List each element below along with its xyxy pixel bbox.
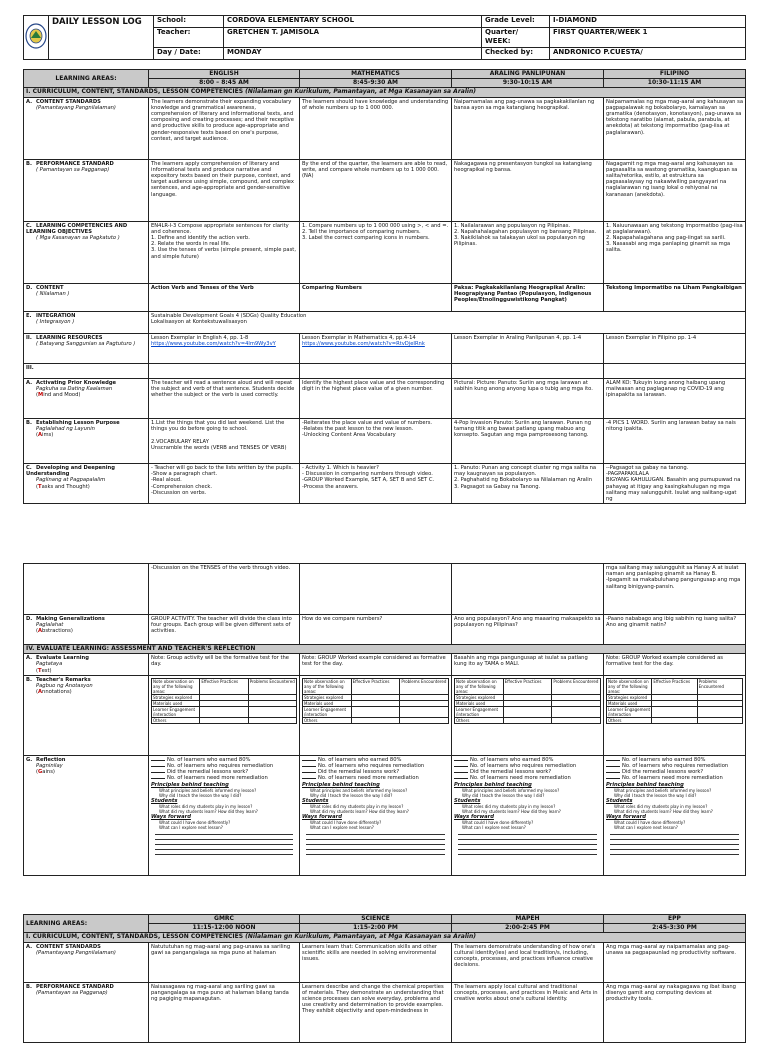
- writing-line[interactable]: [155, 850, 293, 855]
- reflection-cell: [300, 755, 452, 875]
- section-evaluate: IV. EVALUATE LEARNING: ASSESSMENT AND TEACHER'S REFLECTION: [24, 645, 746, 654]
- blank-line[interactable]: [151, 772, 165, 773]
- remarks-row-label: Learner Engagement /interaction: [303, 706, 352, 717]
- row-label: B. Establishing Lesson Purpose Paglalahad ng Layunin (Aims): [24, 419, 149, 464]
- writing-line[interactable]: [306, 850, 445, 855]
- cell: -Discussion on the TENSES of the verb through video.: [149, 564, 300, 615]
- reflection-heading: Principles behind teaching: [151, 781, 229, 788]
- subject-gmrc: GMRC: [149, 915, 300, 924]
- remarks-row-label: Strategies explored: [303, 694, 352, 700]
- subject-epp: EPP: [604, 915, 746, 924]
- cell: Basahin ang mga pangungusap at isulat sa patlang kung ito ay TAMA o MALI.: [452, 654, 604, 676]
- cell: Naipamamalas ng mga mag-aaral ang kahusayan sa pagpapalawak ng bokabolaryo, kamalayan sa gramatika (denotasyon, konotasyon), pag-unawa sa tekstong naratibo (alamat, pabula, parabula, at anekdota) at tekstong impormatibo (pag-iisa at paglalarawan).: [604, 97, 746, 159]
- lesson-table-3: [23, 914, 746, 1043]
- section-curriculum: I. CURRICULUM, CONTENT, STANDARDS, LESSON COMPETENCIES (Nilalaman gn Kurikulum, Pamantayan, at Mga Kasanayan sa Aralin): [24, 88, 746, 97]
- cell: How do we compare numbers?: [300, 615, 452, 645]
- remarks-input[interactable]: [652, 706, 697, 717]
- writing-line[interactable]: [610, 850, 739, 855]
- remarks-cell: [149, 675, 300, 755]
- remarks-head: Effective Practices: [200, 678, 248, 694]
- cell: The learners apply local cultural and traditional concepts, processes, and practices in Music and Arts in creative works about one's cultural identity.: [452, 982, 604, 1042]
- reflection-question: What principles and beliefs informed my lesson?: [310, 787, 408, 793]
- reflection-question: What principles and beliefs informed my lesson?: [462, 787, 560, 793]
- reflection-item: No. of learners need more remediation: [622, 775, 723, 782]
- subject-ap: ARALING PANLIPUNAN: [452, 70, 604, 79]
- reflection-question: What could I have done differently?: [462, 820, 534, 826]
- cell: Action Verb and Tenses of the Verb: [149, 283, 300, 311]
- quarter-value: FIRST QUARTER/WEEK 1: [550, 27, 746, 47]
- cell: -Reiterates the place value and value of numbers. -Relates the past lesson to the new lesson. -Unlocking Content Area Vocabulary: [300, 419, 452, 464]
- cell: Natututuhan ng mag-aaral ang pag-unawa sa sariling gawi sa pangangalaga sa mga puno at halaman: [149, 942, 300, 982]
- table-row: [24, 654, 746, 676]
- remarks-head: Note observation on any of the following areas:: [303, 678, 352, 694]
- reflection-question: What roles did my students play in my lesson?: [462, 804, 556, 810]
- table-row: [24, 675, 746, 755]
- cell: 1. Panuto: Punan ang concept cluster ng mga salita na may kaugnayan sa populasyon. 2. Paghahatid ng Bokabolaryo sa Nilalaman ng Aralin 3. Pagsagot sa Gabay na Tanong.: [452, 464, 604, 504]
- reflection-heading: Students: [302, 797, 329, 804]
- reflection-question: Why did I teach the lesson the way I did?: [614, 792, 697, 798]
- remarks-input[interactable]: [200, 706, 248, 717]
- remarks-head: Effective Practices: [351, 678, 400, 694]
- cell: Pictural: Picture: Panuto: Suriin ang mga larawan at sabihin kung anong anyong lupa o tubig ang mga ito.: [452, 379, 604, 419]
- reflection-question: What could I have done differently?: [159, 820, 231, 826]
- cell: Nagagamit ng mga mag-aaral ang kahusayan sa pagsasalita sa wastong gramatika, kaangkupan sa salita/retorika, estilo, at estruktura sa pagsasalaysay ng nakawiwiling pangyayari na naglalarawan ng isang lokal o rehiyonal na karanasan (anekdota).: [604, 159, 746, 221]
- remarks-row-label: Others: [455, 717, 504, 723]
- blank-line[interactable]: [454, 778, 468, 779]
- cell: GROUP ACTIVITY. The teacher will divide the class into four groups. Each group will be given different sets of activities.: [149, 615, 300, 645]
- row-label: A. Activating Prior Knowledge Pagkuha sa Dating Kaalaman (Mind and Mood): [24, 379, 149, 419]
- reflection-heading: Ways forward: [302, 814, 342, 821]
- remarks-row-label: Strategies explored: [152, 694, 200, 700]
- resource-link[interactable]: https://www.youtube.com/watch?v=RtvDjeIRnk: [302, 340, 425, 347]
- reflection-heading: Students: [606, 797, 633, 804]
- table-row: [24, 419, 746, 464]
- reflection-question: Why did I teach the lesson the way I did?: [310, 792, 393, 798]
- time-english: 8:00 – 8:45 AM: [149, 79, 300, 88]
- reflection-heading: Students: [151, 797, 178, 804]
- cell: By the end of the quarter, the learners are able to read, write, and compare whole numbers up to 1 000 000. (NA): [300, 159, 452, 221]
- cell: Naisasagawa ng mag-aaral ang sariling gawi sa pangangalaga sa mga puno at halaman bilang tanda ng pagiging mapanagutan.: [149, 982, 300, 1042]
- page-1: [23, 15, 745, 504]
- cell: Lesson Exemplar in Filipino pp. 1-4: [604, 333, 746, 363]
- checked-value: ANDRONICO P.CUESTA/: [550, 48, 746, 60]
- blank-line[interactable]: [302, 760, 316, 761]
- row-label: C. LEARNING COMPETENCIES AND LEARNING OBJECTIVES ( Mga Kasanayan sa Pagkatuto ): [24, 221, 149, 283]
- reflection-item: No. of learners who requires remediation: [318, 763, 425, 770]
- reflection-heading: Principles behind teaching: [302, 781, 380, 788]
- cell: The learners demonstrate their expanding vocabulary knowledge and grammatical awareness, comprehension of literary and informational texts, and composing and creating processes; and their receptive and productive skills to produce age-appropriate and gender-responsive texts based on one's purpose, context, and target audience.: [149, 97, 300, 159]
- remarks-head: Problems Encountered: [552, 678, 601, 694]
- subject-math: MATHEMATICS: [300, 70, 452, 79]
- reflection-item: No. of learners who earned 80%: [470, 756, 554, 763]
- reflection-item: No. of learners who earned 80%: [318, 756, 402, 763]
- row-label: G. Reflection Pagninilay (Gains): [24, 755, 149, 875]
- row-label: A. CONTENT STANDARDS (Pamantayang Pangnilalaman): [24, 942, 149, 982]
- table-row: [24, 564, 746, 615]
- table-row: [24, 97, 746, 159]
- cell: -Paano nababago ang ibig sabihin ng isang salita? Ano ang ginamit natin?: [604, 615, 746, 645]
- reflection-item: No. of learners who requires remediation: [622, 763, 729, 770]
- blank-line[interactable]: [454, 766, 468, 767]
- cell: Tekstong Impormatibo na Liham Pangkaibigan: [604, 283, 746, 311]
- remarks-input[interactable]: [697, 717, 742, 723]
- cell: 1.List the things that you did last weekend. List the things you do before going to school. 2.VOCABULARY RELAY Unscramble the words (VERB and TENSES OF VERB): [149, 419, 300, 464]
- cell: Lesson Exemplar in English 4, pp. 1-8 https://www.youtube.com/watch?v=4lm9Wy3vY: [149, 333, 300, 363]
- reflection-item: No. of learners need more remediation: [318, 775, 419, 782]
- remarks-table: [454, 678, 601, 724]
- reflection-question: What roles did my students play in my lesson?: [310, 804, 404, 810]
- table-row: [24, 159, 746, 221]
- reflection-question: What could I have done differently?: [310, 820, 382, 826]
- remarks-input[interactable]: [503, 706, 552, 717]
- time-science: 1:15-2:00 PM: [300, 924, 452, 933]
- areas-label: LEARNING AREAS:: [24, 70, 149, 88]
- remarks-input[interactable]: [351, 706, 400, 717]
- reflection-item: No. of learners who requires remediation: [470, 763, 577, 770]
- remarks-table: [151, 678, 297, 724]
- reflection-heading: Students: [454, 797, 481, 804]
- remarks-input[interactable]: [248, 706, 296, 717]
- remarks-cell: [300, 675, 452, 755]
- row-label: B. PERFORMANCE STANDARD (Pamantayan sa Pagganap): [24, 982, 149, 1042]
- page-2: [23, 563, 745, 876]
- quarter-label: Quarter/ WEEK:: [482, 27, 550, 47]
- cell: EN4LR-I-3 Compose appropriate sentences for clarity and coherence. 1. Define and identify the action verb. 2. Relate the words in real life. 3. Use the tenses of verbs (simple present, simple past, and simple future): [149, 221, 300, 283]
- table-row: [24, 333, 746, 363]
- blank-line[interactable]: [151, 760, 165, 761]
- blank-line[interactable]: [151, 778, 165, 779]
- teacher-value: GRETCHEN T. JAMISOLA: [224, 27, 482, 47]
- reflection-item: No. of learners need more remediation: [167, 775, 268, 782]
- row-label: A. Evaluate Learning Pagtataya (Test): [24, 654, 149, 676]
- remarks-head: Effective Practices: [503, 678, 552, 694]
- remarks-row-label: Others: [607, 717, 652, 723]
- remarks-head: Problems Encountered: [248, 678, 296, 694]
- lesson-table-2: [23, 563, 746, 876]
- remarks-row-label: Materials used: [607, 700, 652, 706]
- cell: [149, 363, 300, 378]
- blank-line[interactable]: [454, 772, 468, 773]
- reflection-question: What did my students learn? How did they learn?: [614, 809, 713, 815]
- table-row: [24, 942, 746, 982]
- table-row: [24, 755, 746, 875]
- reflection-item: No. of learners need more remediation: [470, 775, 571, 782]
- cell: [452, 363, 604, 378]
- remarks-row-label: Materials used: [303, 700, 352, 706]
- cell: Ano ang populasyon? Ano ang maaaring makaapekto sa populasyon ng Pilipinas?: [452, 615, 604, 645]
- header-table: [23, 15, 746, 60]
- blank-line[interactable]: [302, 766, 316, 767]
- row-label: D. CONTENT ( Nilalaman ): [24, 283, 149, 311]
- remarks-input[interactable]: [200, 717, 248, 723]
- checked-label: Checked by:: [482, 48, 550, 60]
- row-label: A. CONTENT STANDARDS (Pamantayang Pangnilalaman): [24, 97, 149, 159]
- remarks-input[interactable]: [652, 717, 697, 723]
- subject-mapeh: MAPEH: [452, 915, 604, 924]
- reflection-question: What can I explore next lesson?: [159, 825, 223, 831]
- reflection-item: Did the remedial lessons work?: [622, 769, 704, 776]
- remarks-row-label: Learner Engagement /interaction: [455, 706, 504, 717]
- reflection-heading: Ways forward: [454, 814, 494, 821]
- cell: Lesson Exemplar in Araling Panlipunan 4, pp. 1-4: [452, 333, 604, 363]
- blank-line[interactable]: [302, 772, 316, 773]
- areas-label: LEARNING AREAS:: [24, 915, 149, 933]
- row-label: B. Teacher's Remarks Pagbuo ng Anotasyon (Annotations): [24, 675, 149, 755]
- remarks-head: Note observation on any of the following areas:: [607, 678, 652, 694]
- reflection-heading: Ways forward: [606, 814, 646, 821]
- remarks-row-label: Others: [303, 717, 352, 723]
- reflection-heading: Ways forward: [151, 814, 191, 821]
- log-title: DAILY LESSON LOG: [49, 16, 154, 60]
- reflection-question: What principles and beliefs informed my lesson?: [614, 787, 712, 793]
- page-3: [23, 914, 745, 1043]
- grade-label: Grade Level:: [482, 16, 550, 28]
- reflection-question: What can I explore next lesson?: [614, 825, 678, 831]
- cell: 4-Pop Invasion Panuto: Suriin ang larawan. Punan ng tamang titik ang bawat patlang upang mabuo ang konsepto. Sagutan ang mga pamprosesong tanong.: [452, 419, 604, 464]
- remarks-input[interactable]: [248, 717, 296, 723]
- reflection-question: What can I explore next lesson?: [310, 825, 374, 831]
- reflection-question: What could I have done differently?: [614, 820, 686, 826]
- remarks-head: Effective Practices: [652, 678, 697, 694]
- cell: mga salitang may salungguhit sa Hanay A at isulat naman ang panlaping ginamit sa Hanay B. -Ipagamit sa makabuluhang pangungusap ang mga salitang binigyang-pansin.: [604, 564, 746, 615]
- cell: --Pagsagot sa gabay na tanong. -PAGPAPAKILALA BIGYANG KAHULUGAN. Basahin ang pumupuwad na pahayag at itigay ang kasingkahulugan ng mga salitang may salungguhit. Isulat ang salitang-ugat ng: [604, 464, 746, 504]
- subject-science: SCIENCE: [300, 915, 452, 924]
- time-math: 8:45-9:30 AM: [300, 79, 452, 88]
- cell: [452, 564, 604, 615]
- cell: Ang mga mag-aaral ay naipamamalas ang pag-unawa sa pagpapaunlad ng productivity software.: [604, 942, 746, 982]
- remarks-row-label: Others: [152, 717, 200, 723]
- table-row: [24, 615, 746, 645]
- day-label: Day / Date:: [154, 48, 224, 60]
- table-row: [24, 311, 746, 333]
- cell: Note: GROUP Worked example considered as formative test for the day.: [300, 654, 452, 676]
- reflection-heading: Principles behind teaching: [454, 781, 532, 788]
- remarks-input[interactable]: [400, 717, 449, 723]
- blank-line[interactable]: [151, 766, 165, 767]
- section-curriculum: I. CURRICULUM, CONTENT, STANDARDS, LESSON COMPETENCIES (Nilalaman gn Kurikulum, Pamantayan, at Mga Kasanayan sa Aralin): [24, 933, 746, 942]
- blank-line[interactable]: [606, 766, 620, 767]
- cell: -4 PICS 1 WORD. Suriin ang larawan batay sa nais nitong ipakita.: [604, 419, 746, 464]
- cell: The learners apply comprehension of literary and informational texts and produce narrative and expository texts based on their purpose, context, and target audience using simple, compound, and complex sentences, and age-appropriate and gender-sensitive language.: [149, 159, 300, 221]
- cell: - Teacher will go back to the lists written by the pupils. -Show a paragraph chart. -Real aloud. -Comprehension check. -Discussion on verbs.: [149, 464, 300, 504]
- remarks-input[interactable]: [552, 717, 601, 723]
- remarks-head: Problems Encountered: [697, 678, 742, 694]
- reflection-question: What can I explore next lesson?: [462, 825, 526, 831]
- reflection-item: No. of learners who earned 80%: [622, 756, 706, 763]
- table-row: [24, 379, 746, 419]
- remarks-head: Problems Encountered: [400, 678, 449, 694]
- remarks-table: [606, 678, 743, 724]
- remarks-row-label: Strategies explored: [607, 694, 652, 700]
- lesson-table-1: [23, 69, 746, 504]
- blank-line[interactable]: [606, 760, 620, 761]
- remarks-table: [302, 678, 449, 724]
- table-row: [24, 982, 746, 1042]
- remarks-row-label: Materials used: [152, 700, 200, 706]
- remarks-input[interactable]: [552, 706, 601, 717]
- cell: Naipamamalas ang pag-unawa sa pagkakakilanlan ng bansa ayon sa mga katangiang heograpikal.: [452, 97, 604, 159]
- blank-line[interactable]: [302, 778, 316, 779]
- reflection-heading: Principles behind teaching: [606, 781, 684, 788]
- table-row: [24, 363, 746, 378]
- reflection-cell: [149, 755, 300, 875]
- cell: - Activity 1. Which is heavier? - Discussion in comparing numbers through video. -GROUP Worked Example, SET A, SET B and SET C. -Process the answers.: [300, 464, 452, 504]
- row-label: III.: [24, 363, 149, 378]
- cell: Comparing Numbers: [300, 283, 452, 311]
- remarks-input[interactable]: [697, 706, 742, 717]
- time-mapeh: 2:00-2:45 PM: [452, 924, 604, 933]
- remarks-input[interactable]: [351, 717, 400, 723]
- cell: [300, 363, 452, 378]
- cell: ALAM KO: Tukuyin kung anong haibang upang maiiwasan ang paglaganap ng COVID-19 ang ipinapakita sa larawan.: [604, 379, 746, 419]
- cell: 1. Naiuunawaan ang tekstong impormatibo (pag-iisa at paglalarawan). 2. Napapahalagahana ang pag-iingat sa sarili. 3. Nasasabi ang mga panlaping ginamit sa mga salita.: [604, 221, 746, 283]
- reflection-question: What did my students learn? How did they learn?: [159, 809, 258, 815]
- row-label: D. Making Generalizations Paglalahat (Abstractions): [24, 615, 149, 645]
- blank-line[interactable]: [606, 778, 620, 779]
- row-label: C. Developing and Deepening Understanding Paglinang at Pagpapalalim (Tasks and Thought): [24, 464, 149, 504]
- remarks-cell: [604, 675, 746, 755]
- reflection-item: No. of learners who earned 80%: [167, 756, 251, 763]
- blank-line[interactable]: [606, 772, 620, 773]
- reflection-item: Did the remedial lessons work?: [470, 769, 552, 776]
- resource-link[interactable]: https://www.youtube.com/watch?v=4lm9Wy3vY: [151, 340, 276, 347]
- row-label: II. LEARNING RESOURCES ( Batayang Sanggunian sa Pagtuturo ): [24, 333, 149, 363]
- cell: Sustainable Development Goals 4 (SDGs) Quality Education Lokalisasyon at Kontekstuwalisasyon: [149, 311, 746, 333]
- reflection-item: Did the remedial lessons work?: [318, 769, 400, 776]
- time-epp: 2:45-3:30 PM: [604, 924, 746, 933]
- reflection-cell: [604, 755, 746, 875]
- cell: Identify the highest place value and the corresponding digit in the highest place value of a given number.: [300, 379, 452, 419]
- reflection-question: What did my students learn? How did they learn?: [462, 809, 561, 815]
- reflection-cell: [452, 755, 604, 875]
- cell: Learners describe and change the chemical properties of materials. They demonstrate an understanding that science processes can solve everyday, problems and use creativity and determination to provide examples. They exhibit objectivity and open-mindedness in: [300, 982, 452, 1042]
- cell: Ang mga mag-aaral ay nakagagawa ng ibat ibang disenyo gamit ang computing devices at productivity tools.: [604, 982, 746, 1042]
- reflection-question: Why did I teach the lesson the way I did?: [159, 792, 242, 798]
- cell: Note: Group activity will be the formative test for the day.: [149, 654, 300, 676]
- time-gmrc: 11:15-12:00 NOON: [149, 924, 300, 933]
- row-label: B. PERFORMANCE STANDARD ( Pamantayan sa Pagganap): [24, 159, 149, 221]
- cell: The learners should have knowledge and understanding of whole numbers up to 1 000 000.: [300, 97, 452, 159]
- teacher-label: Teacher:: [154, 27, 224, 47]
- remarks-input[interactable]: [503, 717, 552, 723]
- reflection-question: What principles and beliefs informed my lesson?: [159, 787, 257, 793]
- day-value: MONDAY: [224, 48, 482, 60]
- cell: [604, 363, 746, 378]
- remarks-row-label: Learner Engagement /interaction: [152, 706, 200, 717]
- cell: Learners learn that: Communication skills and other scientific skills are needed in solving environmental issues.: [300, 942, 452, 982]
- cell: Note: GROUP Worked example considered as formative test for the day.: [604, 654, 746, 676]
- cell: 1. Nailalarawan ang populasyon ng Pilipinas. 2. Napahahalagahan populasyon ng bansang Pilipinas. 3. Nakikilahok sa talakayan ukol sa populasyon ng Pilipinas.: [452, 221, 604, 283]
- cell: Lesson Exemplar in Mathematics 4, pp.4-14 https://www.youtube.com/watch?v=RtvDjeIRnk: [300, 333, 452, 363]
- reflection-question: What roles did my students play in my lesson?: [159, 804, 253, 810]
- table-row: [24, 464, 746, 504]
- school-label: School:: [154, 16, 224, 28]
- reflection-question: What roles did my students play in my lesson?: [614, 804, 708, 810]
- table-row: [24, 283, 746, 311]
- writing-line[interactable]: [458, 850, 597, 855]
- row-label: E. INTEGRATION ( Integrasyon ): [24, 311, 149, 333]
- remarks-head: Note observation on any of the following areas:: [152, 678, 200, 694]
- reflection-question: Why did I teach the lesson the way I did?: [462, 792, 545, 798]
- reflection-item: No. of learners who requires remediation: [167, 763, 274, 770]
- remarks-cell: [452, 675, 604, 755]
- reflection-question: What did my students learn? How did they learn?: [310, 809, 409, 815]
- subject-filipino: FILIPINO: [604, 70, 746, 79]
- remarks-row-label: Materials used: [455, 700, 504, 706]
- cell: Nakagagawa ng presentasyon tungkol sa katangiang heograpikal ng bansa.: [452, 159, 604, 221]
- subject-english: ENGLISH: [149, 70, 300, 79]
- grade-value: I-DIAMOND: [550, 16, 746, 28]
- remarks-head: Note observation on any of the following areas:: [455, 678, 504, 694]
- remarks-row-label: Strategies explored: [455, 694, 504, 700]
- time-filipino: 10:30-11:15 AM: [604, 79, 746, 88]
- table-row: [24, 221, 746, 283]
- cell: The teacher will read a sentence aloud and will repeat the subject and verb of that sentence. Students decide whether the subject or the verb is used correctly.: [149, 379, 300, 419]
- cell: [300, 564, 452, 615]
- seal-icon: [24, 16, 48, 56]
- cell: 1. Compare numbers up to 1 000 000 using >, < and =. 2. Tell the importance of comparing numbers. 3. Label the correct comparing icons in numbers.: [300, 221, 452, 283]
- remarks-input[interactable]: [400, 706, 449, 717]
- blank-line[interactable]: [454, 760, 468, 761]
- remarks-row-label: Learner Engagement /interaction: [608, 706, 651, 717]
- cell: The learners demonstrate understanding of how one's cultural identity(ies) and local tradition/s, including, concepts, processes, and practices influence creative decisions.: [452, 942, 604, 982]
- school-value: CORDOVA ELEMENTARY SCHOOL: [224, 16, 482, 28]
- reflection-item: Did the remedial lessons work?: [167, 769, 249, 776]
- time-ap: 9:30-10:15 AM: [452, 79, 604, 88]
- cell: Paksa: Pagkakakilanlang Heograpikal Aralin: Heograpiyang Pantao (Populasyon, Indigenous Peoples/Etnolingguwistikong Pangkat): [452, 283, 604, 311]
- school-seal: [24, 16, 49, 60]
